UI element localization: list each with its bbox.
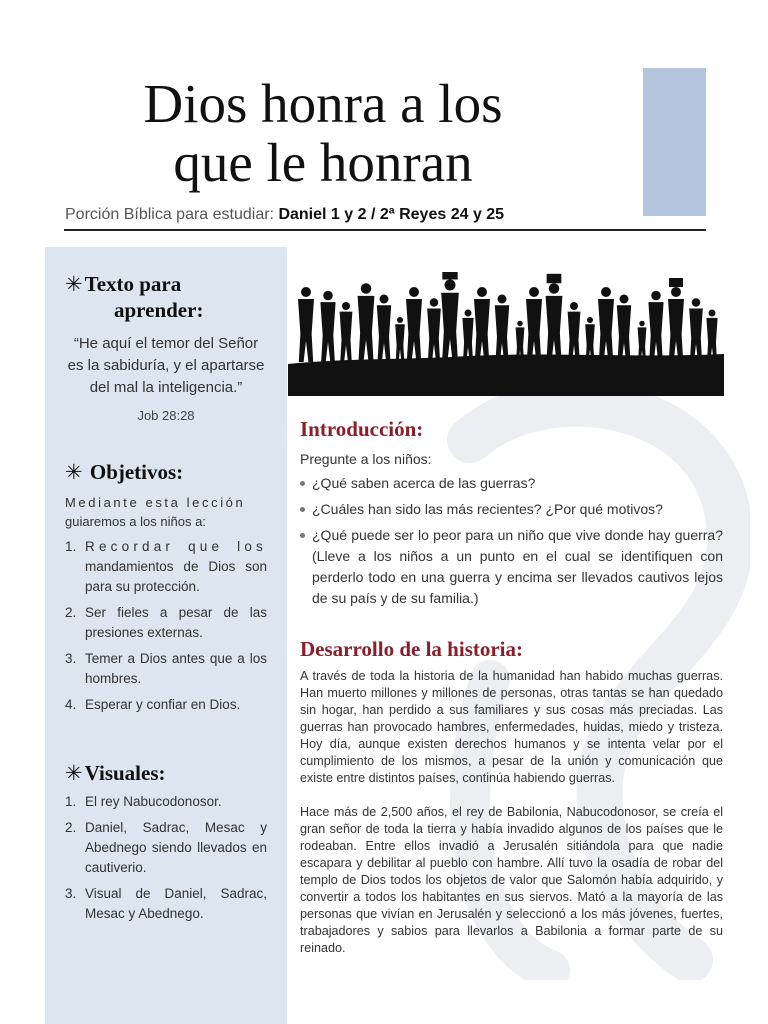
list-item: ¿Qué puede ser lo peor para un niño que vive donde hay guerra? (Lleve a los niños a un punto en el cual se identifiquen con perderlo todo en una guerra y encima ser llevados cautivos lejos de su país y de su familia.) xyxy=(300,525,723,609)
list-item xyxy=(65,818,267,878)
list-item-number: 1. xyxy=(65,539,77,554)
list-item xyxy=(65,649,267,689)
memory-verse-heading-line-2: aprender: xyxy=(114,298,204,322)
memory-verse-section xyxy=(65,271,267,423)
list-item-number: 3. xyxy=(65,651,77,666)
objectives-heading-label: Objetivos: xyxy=(89,460,184,484)
decorative-blue-block xyxy=(643,68,706,216)
page-title xyxy=(60,74,586,192)
visuals-list xyxy=(65,792,267,924)
list-item: ¿Cuáles han sido las más recientes? ¿Por qué motivos? xyxy=(300,499,723,520)
story-section xyxy=(300,636,723,957)
title-line-2: que le honran xyxy=(173,132,473,193)
refugees-silhouette-image xyxy=(288,272,724,396)
memory-verse-reference: Job 28:28 xyxy=(137,408,195,423)
scripture-portion xyxy=(65,204,504,226)
visuals-heading xyxy=(65,760,267,786)
list-item-text: Temer a Dios antes que a los hombres. xyxy=(85,651,267,686)
list-item-text: Visual de Daniel, Sadrac, Mesac y Abednego. xyxy=(85,886,267,921)
list-item: ¿Qué saben acerca de las guerras? xyxy=(300,473,723,494)
objectives-intro-rest: guiaremos a los niños a: xyxy=(65,514,206,529)
list-item-text: mandamientos de Dios son para su protección. xyxy=(85,559,267,594)
list-item-text: Esperar y confiar en Dios. xyxy=(85,697,241,712)
objectives-intro xyxy=(65,493,267,531)
objectives-section xyxy=(65,459,267,715)
list-item-text: El rey Nabucodonosor. xyxy=(85,794,222,809)
list-item-text-spaced: Recordar que los xyxy=(85,539,267,554)
star-icon: ✳ xyxy=(65,272,83,296)
memory-verse-text: “He aquí el temor del Señor es la sabiduría, y el apartarse del mal la inteligencia.” xyxy=(67,335,265,396)
star-icon: ✳ xyxy=(65,460,83,484)
sidebar xyxy=(45,247,287,1024)
star-icon: ✳ xyxy=(65,761,83,785)
list-item-number: 4. xyxy=(65,697,77,712)
list-item xyxy=(65,537,267,597)
title-line-1: Dios honra a los xyxy=(143,73,503,134)
visuals-heading-label: Visuales: xyxy=(84,761,166,785)
memory-verse-heading-line-1: Texto para xyxy=(84,272,182,296)
introduction-questions xyxy=(300,473,723,609)
header-divider xyxy=(64,229,706,231)
objectives-list xyxy=(65,537,267,715)
introduction-heading: Introducción: xyxy=(300,417,424,441)
visuals-section xyxy=(65,760,267,924)
scripture-portion-label: Porción Bíblica para estudiar: xyxy=(65,206,274,223)
list-item xyxy=(65,603,267,643)
objectives-intro-spaced: Mediante esta lección xyxy=(65,495,246,510)
list-item-text: Ser fieles a pesar de las presiones externas. xyxy=(85,605,267,640)
list-item xyxy=(65,695,267,715)
introduction-section xyxy=(300,416,723,614)
introduction-lead: Pregunte a los niños: xyxy=(300,451,432,467)
list-item-number: 2. xyxy=(65,605,77,620)
list-item-number: 3. xyxy=(65,886,77,901)
list-item xyxy=(65,884,267,924)
story-heading: Desarrollo de la historia: xyxy=(300,637,524,661)
list-item xyxy=(65,792,267,812)
memory-verse-heading xyxy=(65,271,267,323)
list-item-number: 1. xyxy=(65,794,77,809)
scripture-portion-reference: Daniel 1 y 2 / 2ª Reyes 24 y 25 xyxy=(278,206,505,223)
story-paragraph-2: Hace más de 2,500 años, el rey de Babilonia, Nabucodonosor, se creía el gran señor de toda la tierra y había invadido algunos de los países que le rodeaban. Entre ellos invadió a Jerusalén sitiándola para que nadie escapara y debilitar al pueblo con hambre. Allí tuvo la osadía de robar del templo de Dios todos los objetos de valor que Salomón había adquirido, y convertir a todos los habitantes en sus siervos. Mató a la mayoría de las personas que vivían en Jerusalén y seleccionó a los más jóvenes, fuertes, trabajadores y sabios para llevarlos a Babilonia a formar parte de su reinado. xyxy=(300,805,723,955)
objectives-heading xyxy=(65,459,267,485)
list-item-number: 2. xyxy=(65,820,77,835)
list-item-text: Daniel, Sadrac, Mesac y Abednego siendo llevados en cautiverio. xyxy=(85,820,267,875)
story-paragraph-1: A través de toda la historia de la humanidad han habido muchas guerras. Han muerto millones y millones de personas, otras tantas se han quedado sin hogar, han perdido a sus familiares y sus cosas más preciadas. Las guerras han provocado hambres, enfermedades, huidas, miedo y tristeza. Hoy día, aunque existen derechos humanos y se intenta velar por el cumplimiento de los mismos, a pesar de la unión y comunicación que existe entre distintos países, continúa habiendo guerras. xyxy=(300,669,723,785)
